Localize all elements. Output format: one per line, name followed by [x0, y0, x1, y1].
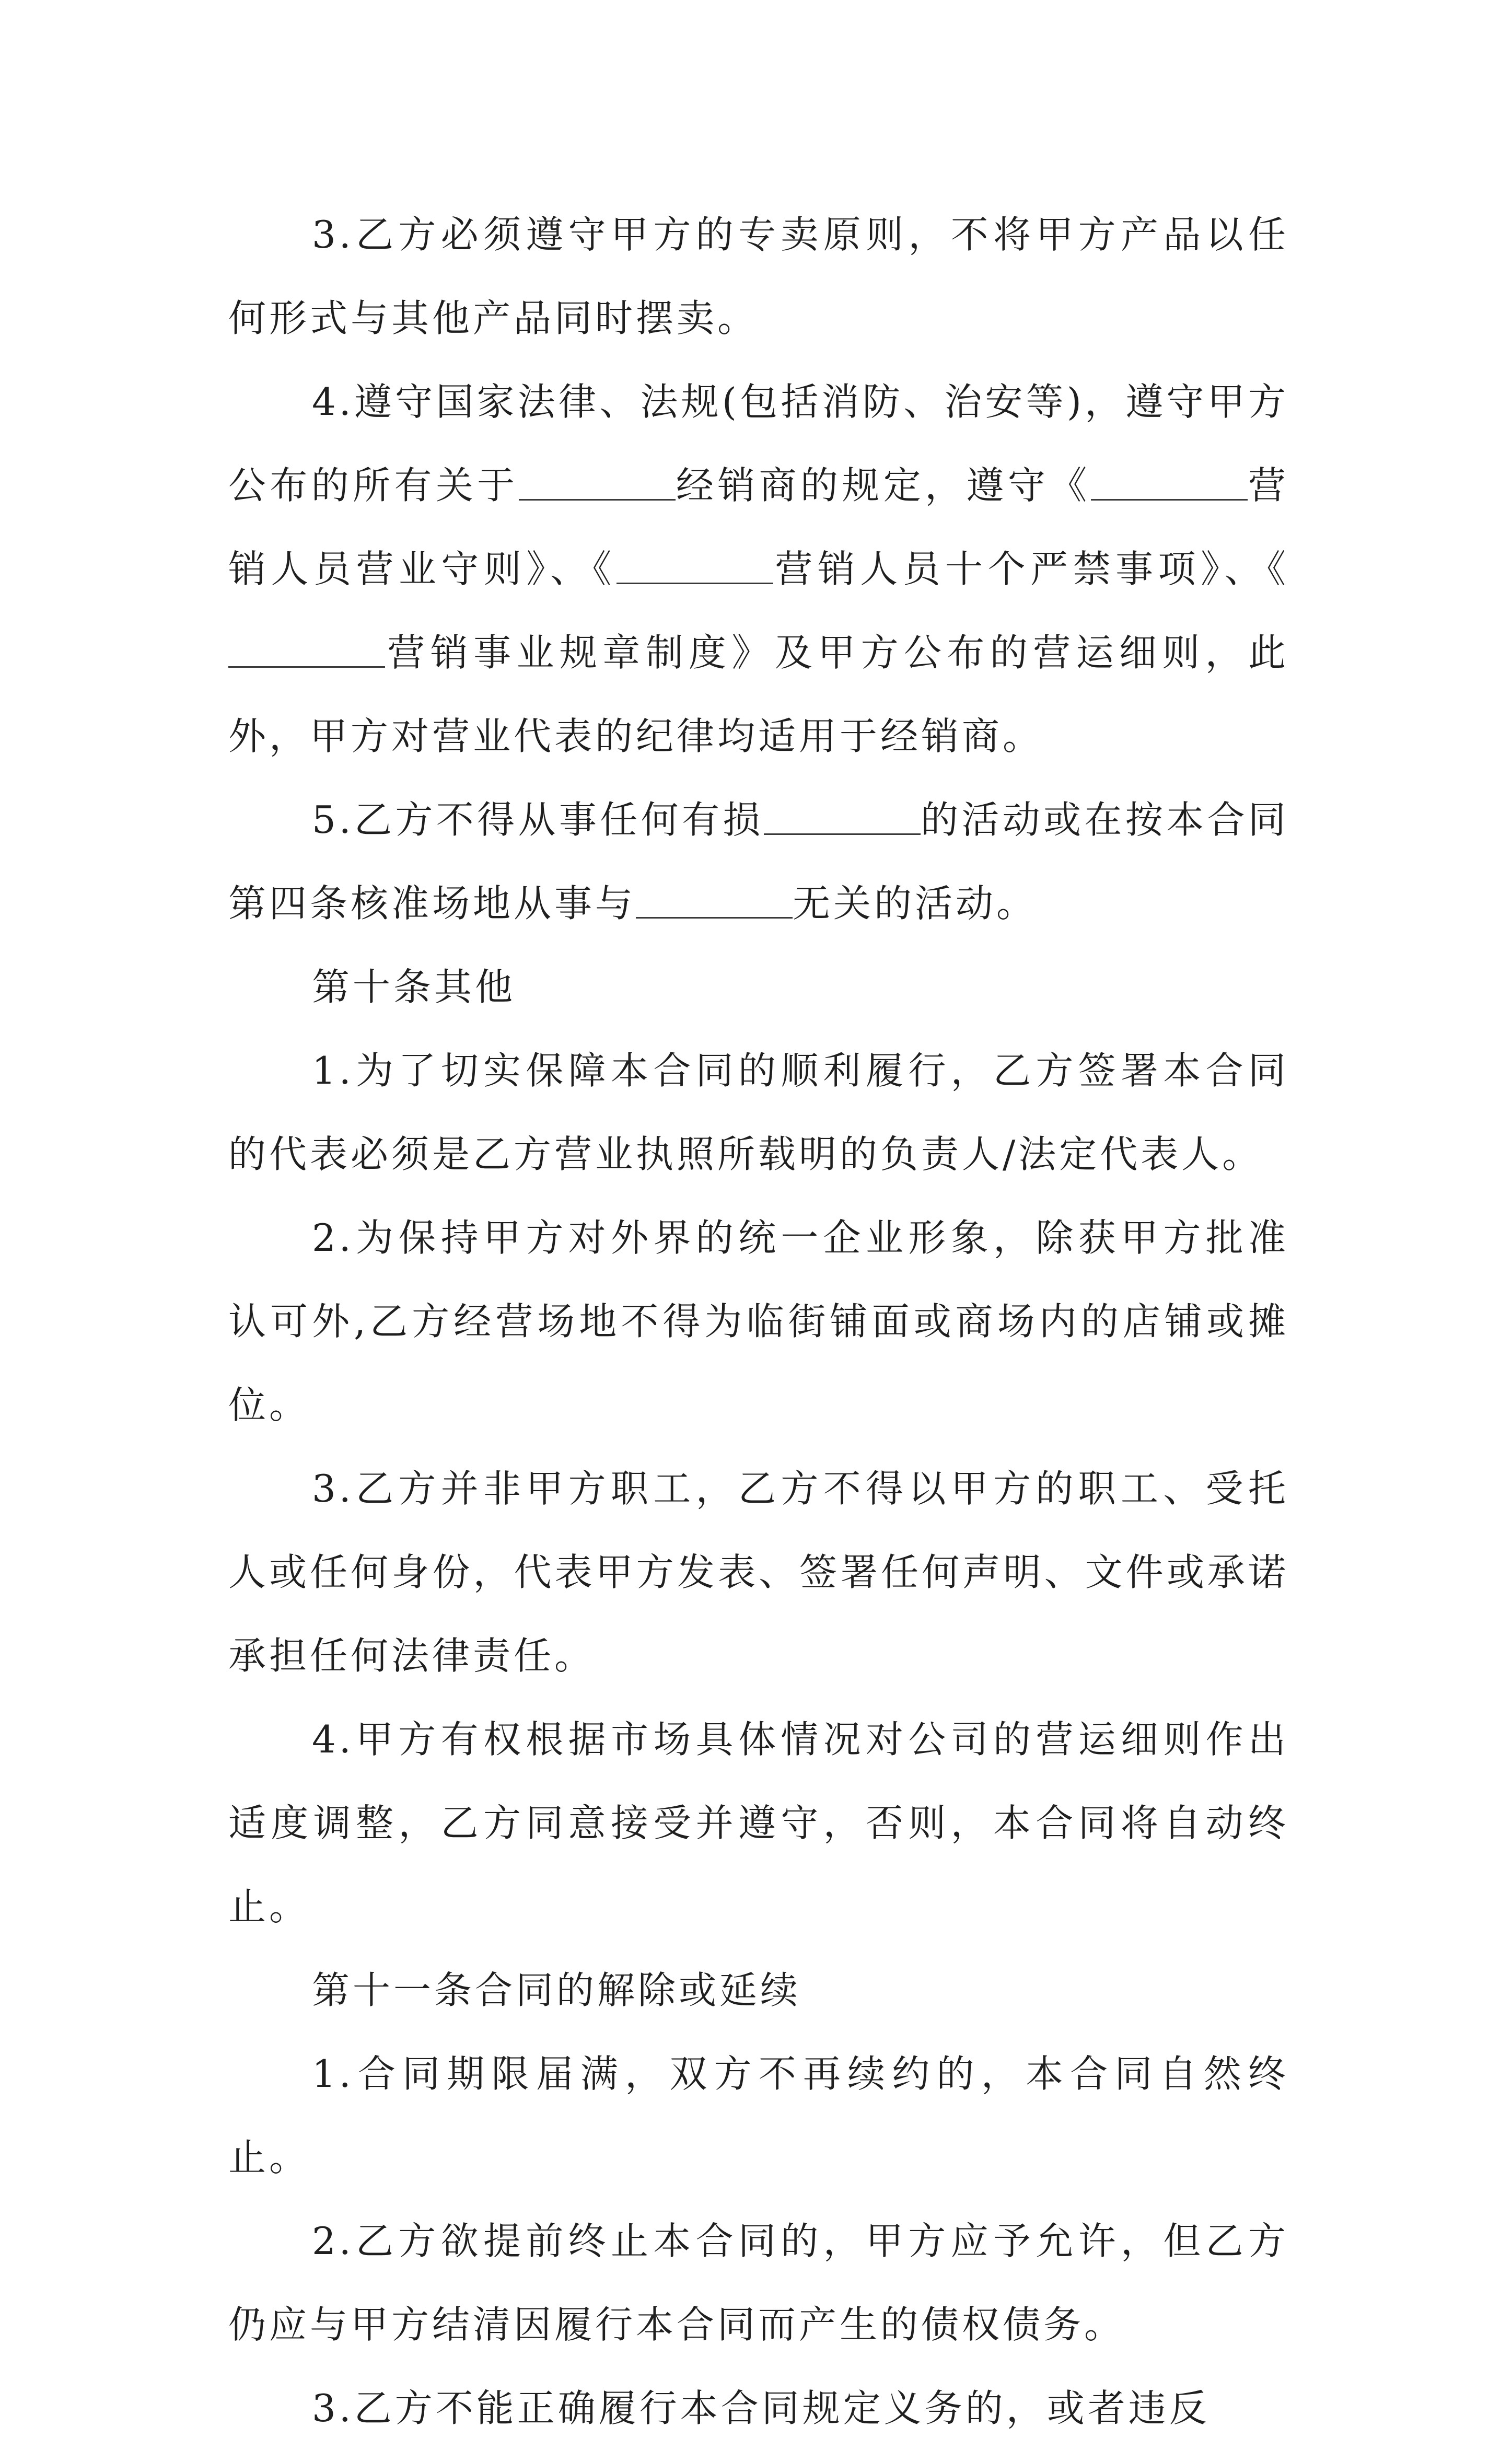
paragraph-text: 经销商的规定，遵守《: [675, 463, 1091, 507]
blank-fill-line: [617, 551, 773, 584]
blank-fill-line: [228, 635, 385, 668]
paragraph-text: 的活动或在按本合同第四条核准场地从事与: [228, 798, 1289, 925]
paragraph-text: 营销人员营业守则》、《: [228, 463, 1289, 591]
paragraph-exclusive-sales: 3.乙方必须遵守甲方的专卖原则，不将甲方产品以任何形式与其他产品同时摆卖。: [228, 213, 1289, 340]
paragraph-contract-expiry: 1.合同期限届满，双方不再续约的，本合同自然终止。: [228, 2052, 1289, 2179]
paragraph-signing-representative: 1.为了切实保障本合同的顺利履行，乙方签署本合同的代表必须是乙方营业执照所载明的负责人/法定代表人。: [228, 1049, 1289, 1176]
blank-fill-line: [764, 802, 921, 835]
blank-fill-line: [636, 886, 793, 919]
paragraph-text: 4.遵守国家法律、法规(包括消防、治安等)，遵守甲方公布的所有关于: [228, 380, 1289, 507]
paragraph-text: 营销人员十个严禁事项》、《: [773, 547, 1289, 591]
paragraph-not-employee: 3.乙方并非甲方职工，乙方不得以甲方的职工、受托人或任何身份，代表甲方发表、签署任何声明、文件或承诺承担任何法律责任。: [228, 1467, 1289, 1678]
section-heading-article-10: 第十条其他: [312, 965, 516, 1009]
paragraph-text: 营销事业规章制度》及甲方公布的营运细则，此外，甲方对营业代表的纪律均适用于经销商。: [228, 631, 1289, 758]
paragraph-breach-of-duty: 3.乙方不能正确履行本合同规定义务的，或者违反: [312, 2386, 1210, 2430]
paragraph-compliance-rules: [228, 360, 1289, 778]
blank-fill-line: [519, 468, 676, 501]
document-body: [228, 193, 1289, 2450]
paragraph-business-premises: 2.为保持甲方对外界的统一企业形象，除获甲方批准认可外,乙方经营场地不得为临街铺面或商场内的店铺或摊位。: [228, 1216, 1289, 1427]
paragraph-prohibited-activities: [228, 778, 1289, 945]
paragraph-text: 无关的活动。: [793, 881, 1038, 925]
paragraph-rule-adjustment: 4.甲方有权根据市场具体情况对公司的营运细则作出适度调整，乙方同意接受并遵守，否则，本合同将自动终止。: [228, 1717, 1289, 1929]
paragraph-text: 5.乙方不得从事任何有损: [312, 798, 764, 842]
paragraph-early-termination: 2.乙方欲提前终止本合同的，甲方应予允许，但乙方仍应与甲方结清因履行本合同而产生的债权债务。: [228, 2219, 1289, 2347]
blank-fill-line: [1091, 468, 1248, 501]
section-heading-article-11: 第十一条合同的解除或延续: [312, 1968, 801, 2012]
